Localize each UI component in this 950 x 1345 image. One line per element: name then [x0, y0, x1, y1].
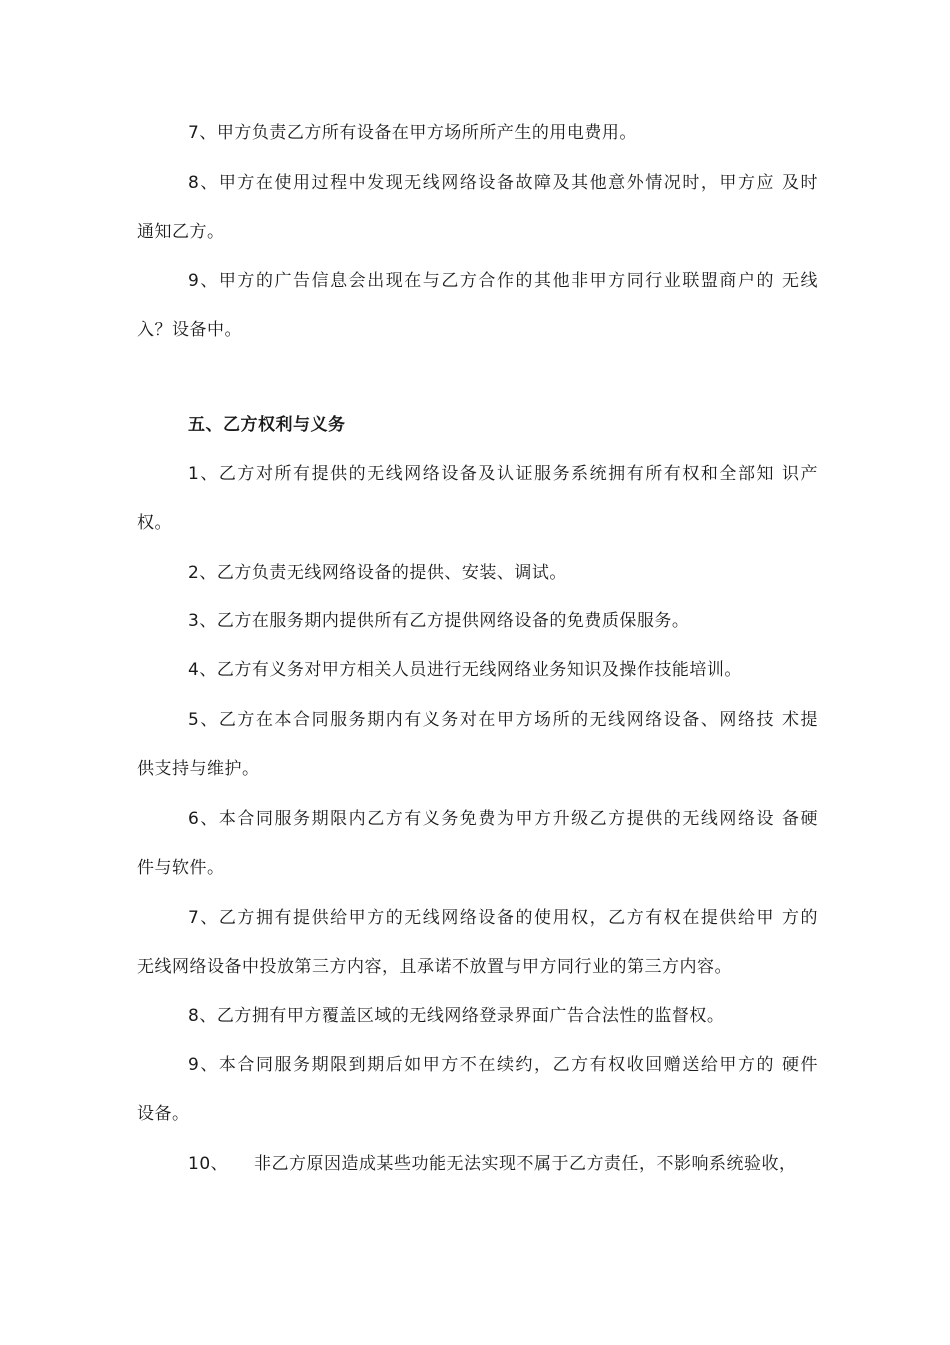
clause-b-3: 3、乙方在服务期内提供所有乙方提供网络设备的免费质保服务。: [188, 611, 690, 631]
clause-b-1-line1: 1、乙方对所有提供的无线网络设备及认证服务系统拥有所有权和全部知 识产: [188, 464, 818, 484]
clause-b-6-line2: 件与软件。: [137, 858, 225, 878]
clause-b-7-line1: 7、乙方拥有提供给甲方的无线网络设备的使用权，乙方有权在提供给甲 方的: [188, 908, 818, 928]
clause-a-8-line2: 通知乙方。: [137, 222, 225, 242]
clause-b-10-number: 10、: [188, 1154, 229, 1174]
clause-a-7: 7、甲方负责乙方所有设备在甲方场所所产生的用电费用。: [188, 123, 637, 143]
clause-b-10-text: 非乙方原因造成某些功能无法实现不属于乙方责任，不影响系统验收，: [254, 1154, 797, 1174]
clause-b-2: 2、乙方负责无线网络设备的提供、安装、调试。: [188, 563, 567, 583]
clause-b-5-line2: 供支持与维护。: [137, 759, 260, 779]
section-heading: 五、乙方权利与义务: [188, 415, 346, 435]
clause-b-1-line2: 权。: [137, 513, 172, 533]
clause-b-7-line2: 无线网络设备中投放第三方内容，且承诺不放置与甲方同行业的第三方内容。: [137, 957, 732, 977]
clause-b-9-line1: 9、本合同服务期限到期后如甲方不在续约，乙方有权收回赠送给甲方的 硬件: [188, 1055, 818, 1075]
clause-b-9-line2: 设备。: [137, 1104, 190, 1124]
clause-b-8: 8、乙方拥有甲方覆盖区域的无线网络登录界面广告合法性的监督权。: [188, 1006, 725, 1026]
clause-b-6-line1: 6、本合同服务期限内乙方有义务免费为甲方升级乙方提供的无线网络设 备硬: [188, 809, 818, 829]
clause-a-8-line1: 8、甲方在使用过程中发现无线网络设备故障及其他意外情况时，甲方应 及时: [188, 173, 818, 193]
clause-a-9-line1: 9、甲方的广告信息会出现在与乙方合作的其他非甲方同行业联盟商户的 无线: [188, 271, 818, 291]
clause-b-4: 4、乙方有义务对甲方相关人员进行无线网络业务知识及操作技能培训。: [188, 660, 742, 680]
clause-b-5-line1: 5、乙方在本合同服务期内有义务对在甲方场所的无线网络设备、网络技 术提: [188, 710, 818, 730]
clause-a-9-line2: 入？设备中。: [137, 320, 242, 340]
